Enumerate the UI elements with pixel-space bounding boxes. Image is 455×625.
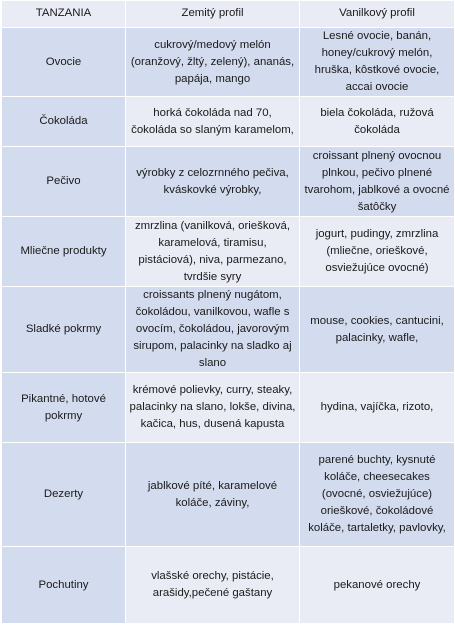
table-row bbox=[2, 443, 455, 547]
pairing-table bbox=[1, 0, 455, 624]
vanilla-cell: parené buchty, kysnuté koláče, cheesecakes (ovocné, osviežujúce) orieškové, čokoládové koláče, tartaletky, pavlovky, bbox=[300, 443, 455, 547]
category-cell: Čokoláda bbox=[2, 97, 126, 147]
header-cell-vanilla: Vanilkový profil bbox=[300, 1, 455, 28]
earthy-cell: jablkové píté, karamelové koláče, záviny, bbox=[126, 443, 300, 547]
category-cell: Pečivo bbox=[2, 147, 126, 217]
vanilla-cell: pekanové orechy bbox=[300, 547, 455, 624]
header-row bbox=[2, 1, 455, 28]
category-cell: Pikantné, hotové pokrmy bbox=[2, 373, 126, 443]
earthy-cell: krémové polievky, curry, steaky, palacinky na slano, lokše, divina, kačica, hus, dusená kapusta bbox=[126, 373, 300, 443]
earthy-cell: cukrový/medový melón (oranžový, žltý, zelený), ananás, papája, mango bbox=[126, 28, 300, 97]
category-cell: Dezerty bbox=[2, 443, 126, 547]
category-cell: Ovocie bbox=[2, 28, 126, 97]
table-row bbox=[2, 373, 455, 443]
category-cell: Pochutiny bbox=[2, 547, 126, 624]
table-row bbox=[2, 547, 455, 624]
header-cell-earthy: Zemitý profil bbox=[126, 1, 300, 28]
table-row bbox=[2, 28, 455, 97]
table-row bbox=[2, 97, 455, 147]
earthy-cell: horká čokoláda nad 70, čokoláda so slaným karamelom, bbox=[126, 97, 300, 147]
vanilla-cell: croissant plnený ovocnou plnkou, pečivo plnené tvarohom, jablkové a ovocné šatôčky bbox=[300, 147, 455, 217]
table-row bbox=[2, 217, 455, 287]
earthy-cell: zmrzlina (vanilková, oriešková, karamelová, tiramisu, pistáciová), niva, parmezano, tvrdšie syry bbox=[126, 217, 300, 287]
earthy-cell: vlašské orechy, pistácie, arašidy,pečené gaštany bbox=[126, 547, 300, 624]
vanilla-cell: Lesné ovocie, banán, honey/cukrový melón, hruška, kôstkové ovocie, accai ovocie bbox=[300, 28, 455, 97]
header-cell-origin: TANZANIA bbox=[2, 1, 126, 28]
vanilla-cell: hydina, vajíčka, rizoto, bbox=[300, 373, 455, 443]
earthy-cell: croissants plnený nugátom, čokoládou, vanilkovou, wafle s ovocím, čokoládou, javorovým sirupom, palacinky na sladko aj slano bbox=[126, 287, 300, 373]
table-row bbox=[2, 287, 455, 373]
category-cell: Sladké pokrmy bbox=[2, 287, 126, 373]
table-row bbox=[2, 147, 455, 217]
vanilla-cell: mouse, cookies, cantucini, palacinky, wafle, bbox=[300, 287, 455, 373]
vanilla-cell: jogurt, pudingy, zmrzlina (mliečne, orieškové, osviežujúce ovocné) bbox=[300, 217, 455, 287]
earthy-cell: výrobky z celozrnného pečiva, kváskovké výrobky, bbox=[126, 147, 300, 217]
category-cell: Mliečne produkty bbox=[2, 217, 126, 287]
vanilla-cell: biela čokoláda, ružová čokoláda bbox=[300, 97, 455, 147]
